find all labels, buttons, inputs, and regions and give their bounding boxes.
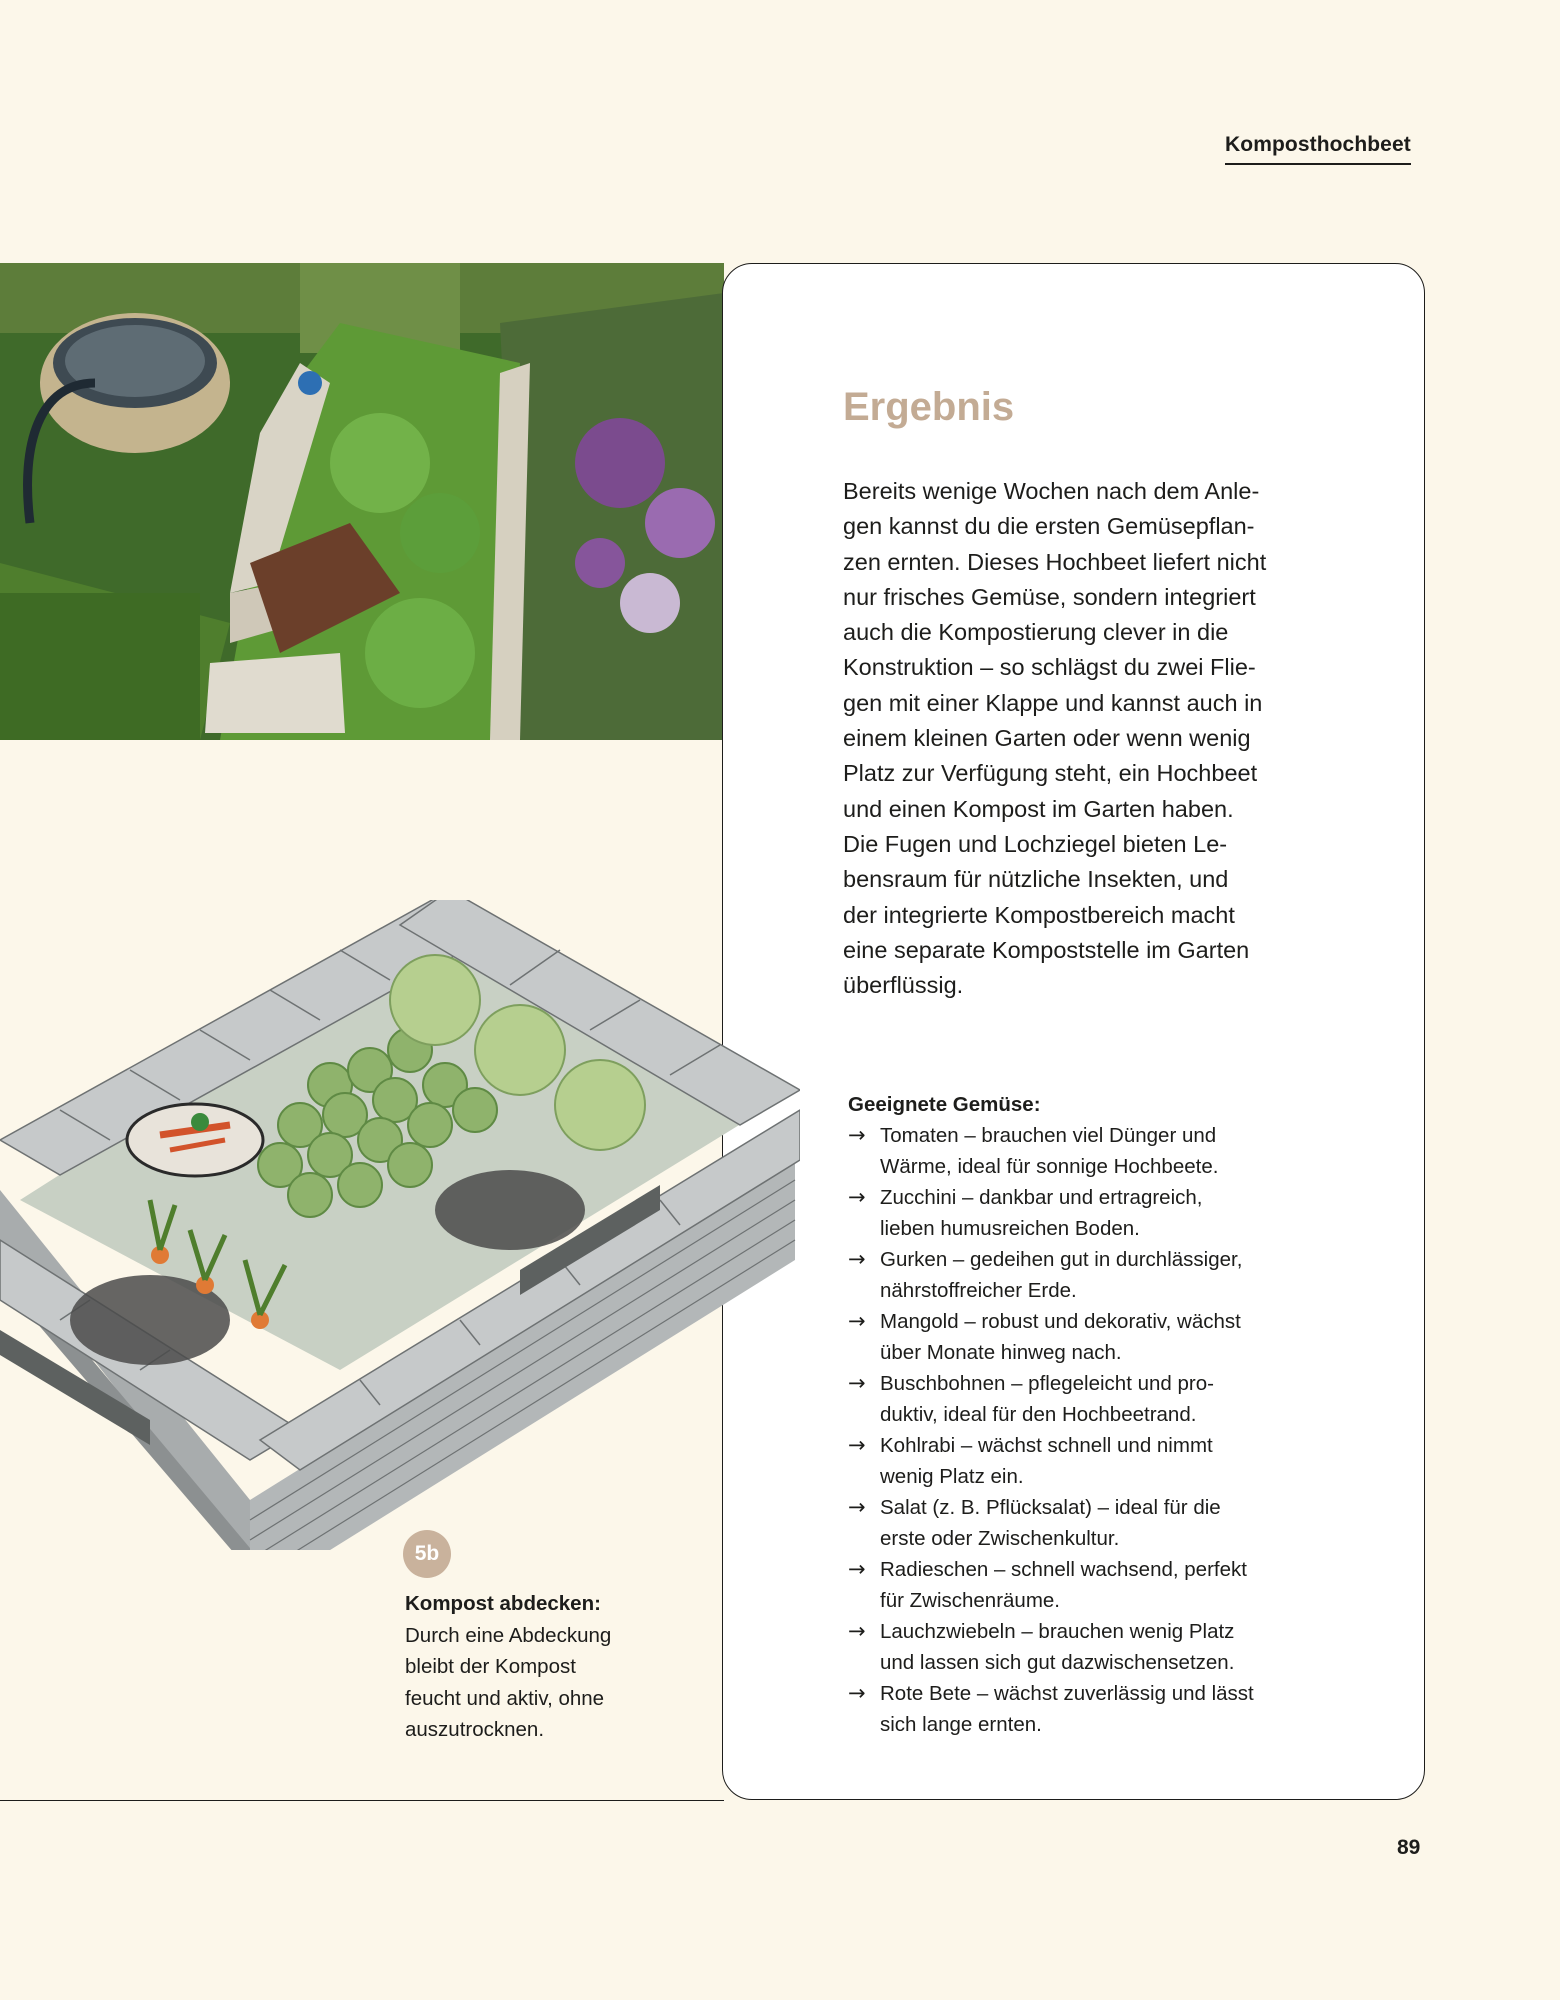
list-item-line: Mangold – robust und dekorativ, wächst — [880, 1310, 1241, 1333]
step-title: Kompost abdecken: — [405, 1592, 601, 1615]
list-item-line: Buschbohnen – pflegeleicht und pro- — [880, 1372, 1214, 1395]
list-item-line: Wärme, ideal für sonnige Hochbeete. — [880, 1155, 1219, 1178]
arrow-right-icon: → — [848, 1185, 866, 1209]
list-item-line: Tomaten – brauchen viel Dünger und — [880, 1124, 1217, 1147]
arrow-right-icon: → — [848, 1619, 866, 1643]
body-line: nur frisches Gemüse, sondern integriert — [843, 583, 1256, 610]
body-line: zen ernten. Dieses Hochbeet liefert nicht — [843, 548, 1267, 575]
list-item — [848, 1306, 1318, 1368]
list-item-line: Radieschen – schnell wachsend, perfekt — [880, 1558, 1247, 1581]
arrow-right-icon: → — [848, 1123, 866, 1147]
list-item — [848, 1492, 1318, 1554]
page-number: 89 — [1397, 1836, 1421, 1859]
list-item-line: Kohlrabi – wächst schnell und nimmt — [880, 1434, 1213, 1457]
arrow-right-icon: → — [848, 1371, 866, 1395]
step-caption — [405, 1588, 665, 1746]
body-line: gen mit einer Klappe und kannst auch in — [843, 689, 1263, 716]
arrow-right-icon: → — [848, 1433, 866, 1457]
garden-photo — [0, 263, 724, 740]
body-line: eine separate Kompoststelle im Garten — [843, 936, 1250, 963]
list-item-line: Gurken – gedeihen gut in durchlässiger, — [880, 1248, 1243, 1271]
list-item-line: Lauchzwiebeln – brauchen wenig Platz — [880, 1620, 1235, 1643]
step-line: Durch eine Abdeckung — [405, 1623, 612, 1647]
arrow-right-icon: → — [848, 1247, 866, 1271]
body-line: der integrierte Kompostbereich macht — [843, 901, 1235, 928]
result-heading: Ergebnis — [843, 385, 1015, 429]
list-item — [848, 1554, 1318, 1616]
arrow-right-icon: → — [848, 1495, 866, 1519]
body-line: Platz zur Verfügung steht, ein Hochbeet — [843, 760, 1258, 787]
list-item — [848, 1244, 1318, 1306]
list-item-line: sich lange ernten. — [880, 1713, 1042, 1736]
list-item-line: über Monate hinweg nach. — [880, 1341, 1122, 1364]
list-item — [848, 1430, 1318, 1492]
list-item-line: lieben humusreichen Boden. — [880, 1217, 1140, 1240]
list-item-line: und lassen sich gut dazwischensetzen. — [880, 1651, 1235, 1674]
arrow-right-icon: → — [848, 1557, 866, 1581]
list-item — [848, 1368, 1318, 1430]
step-badge: 5b — [403, 1530, 451, 1578]
bottom-rule — [0, 1800, 724, 1801]
list-item — [848, 1120, 1318, 1182]
result-body — [843, 474, 1323, 1003]
vegetables-title: Geeignete Gemüse: — [848, 1093, 1041, 1116]
vegetables-list — [848, 1120, 1318, 1740]
list-item-line: Salat (z. B. Pflücksalat) – ideal für die — [880, 1496, 1221, 1519]
body-line: Konstruktion – so schlägst du zwei Flie- — [843, 654, 1256, 681]
body-line: bensraum für nützliche Insekten, und — [843, 866, 1229, 893]
list-item — [848, 1616, 1318, 1678]
body-line: und einen Kompost im Garten haben. — [843, 795, 1234, 822]
step-line: auszutrocknen. — [405, 1718, 545, 1741]
list-item-line: erste oder Zwischenkultur. — [880, 1527, 1120, 1550]
list-item-line: duktiv, ideal für den Hochbeetrand. — [880, 1403, 1197, 1426]
body-line: überflüssig. — [843, 972, 964, 999]
list-item — [848, 1182, 1318, 1244]
list-item-line: nährstoffreicher Erde. — [880, 1279, 1077, 1302]
list-item-line: Rote Bete – wächst zuverlässig und lässt — [880, 1682, 1254, 1705]
body-line: gen kannst du die ersten Gemüsepflan- — [843, 513, 1255, 540]
list-item-line: Zucchini – dankbar und ertragreich, — [880, 1186, 1203, 1209]
list-item-line: für Zwischenräume. — [880, 1589, 1061, 1612]
body-line: auch die Kompostierung clever in die — [843, 619, 1229, 646]
step-line: feucht und aktiv, ohne — [405, 1686, 605, 1710]
body-line: Die Fugen und Lochziegel bieten Le- — [843, 830, 1228, 857]
list-item — [848, 1678, 1318, 1740]
step-line: bleibt der Kompost — [405, 1655, 576, 1678]
body-line: Bereits wenige Wochen nach dem Anle- — [843, 478, 1260, 504]
arrow-right-icon: → — [848, 1309, 866, 1333]
section-title: Komposthochbeet — [1225, 133, 1411, 165]
list-item-line: wenig Platz ein. — [880, 1465, 1024, 1488]
arrow-right-icon: → — [848, 1681, 866, 1705]
raised-bed-illustration — [0, 900, 800, 1550]
body-line: einem kleinen Garten oder wenn wenig — [843, 725, 1251, 752]
